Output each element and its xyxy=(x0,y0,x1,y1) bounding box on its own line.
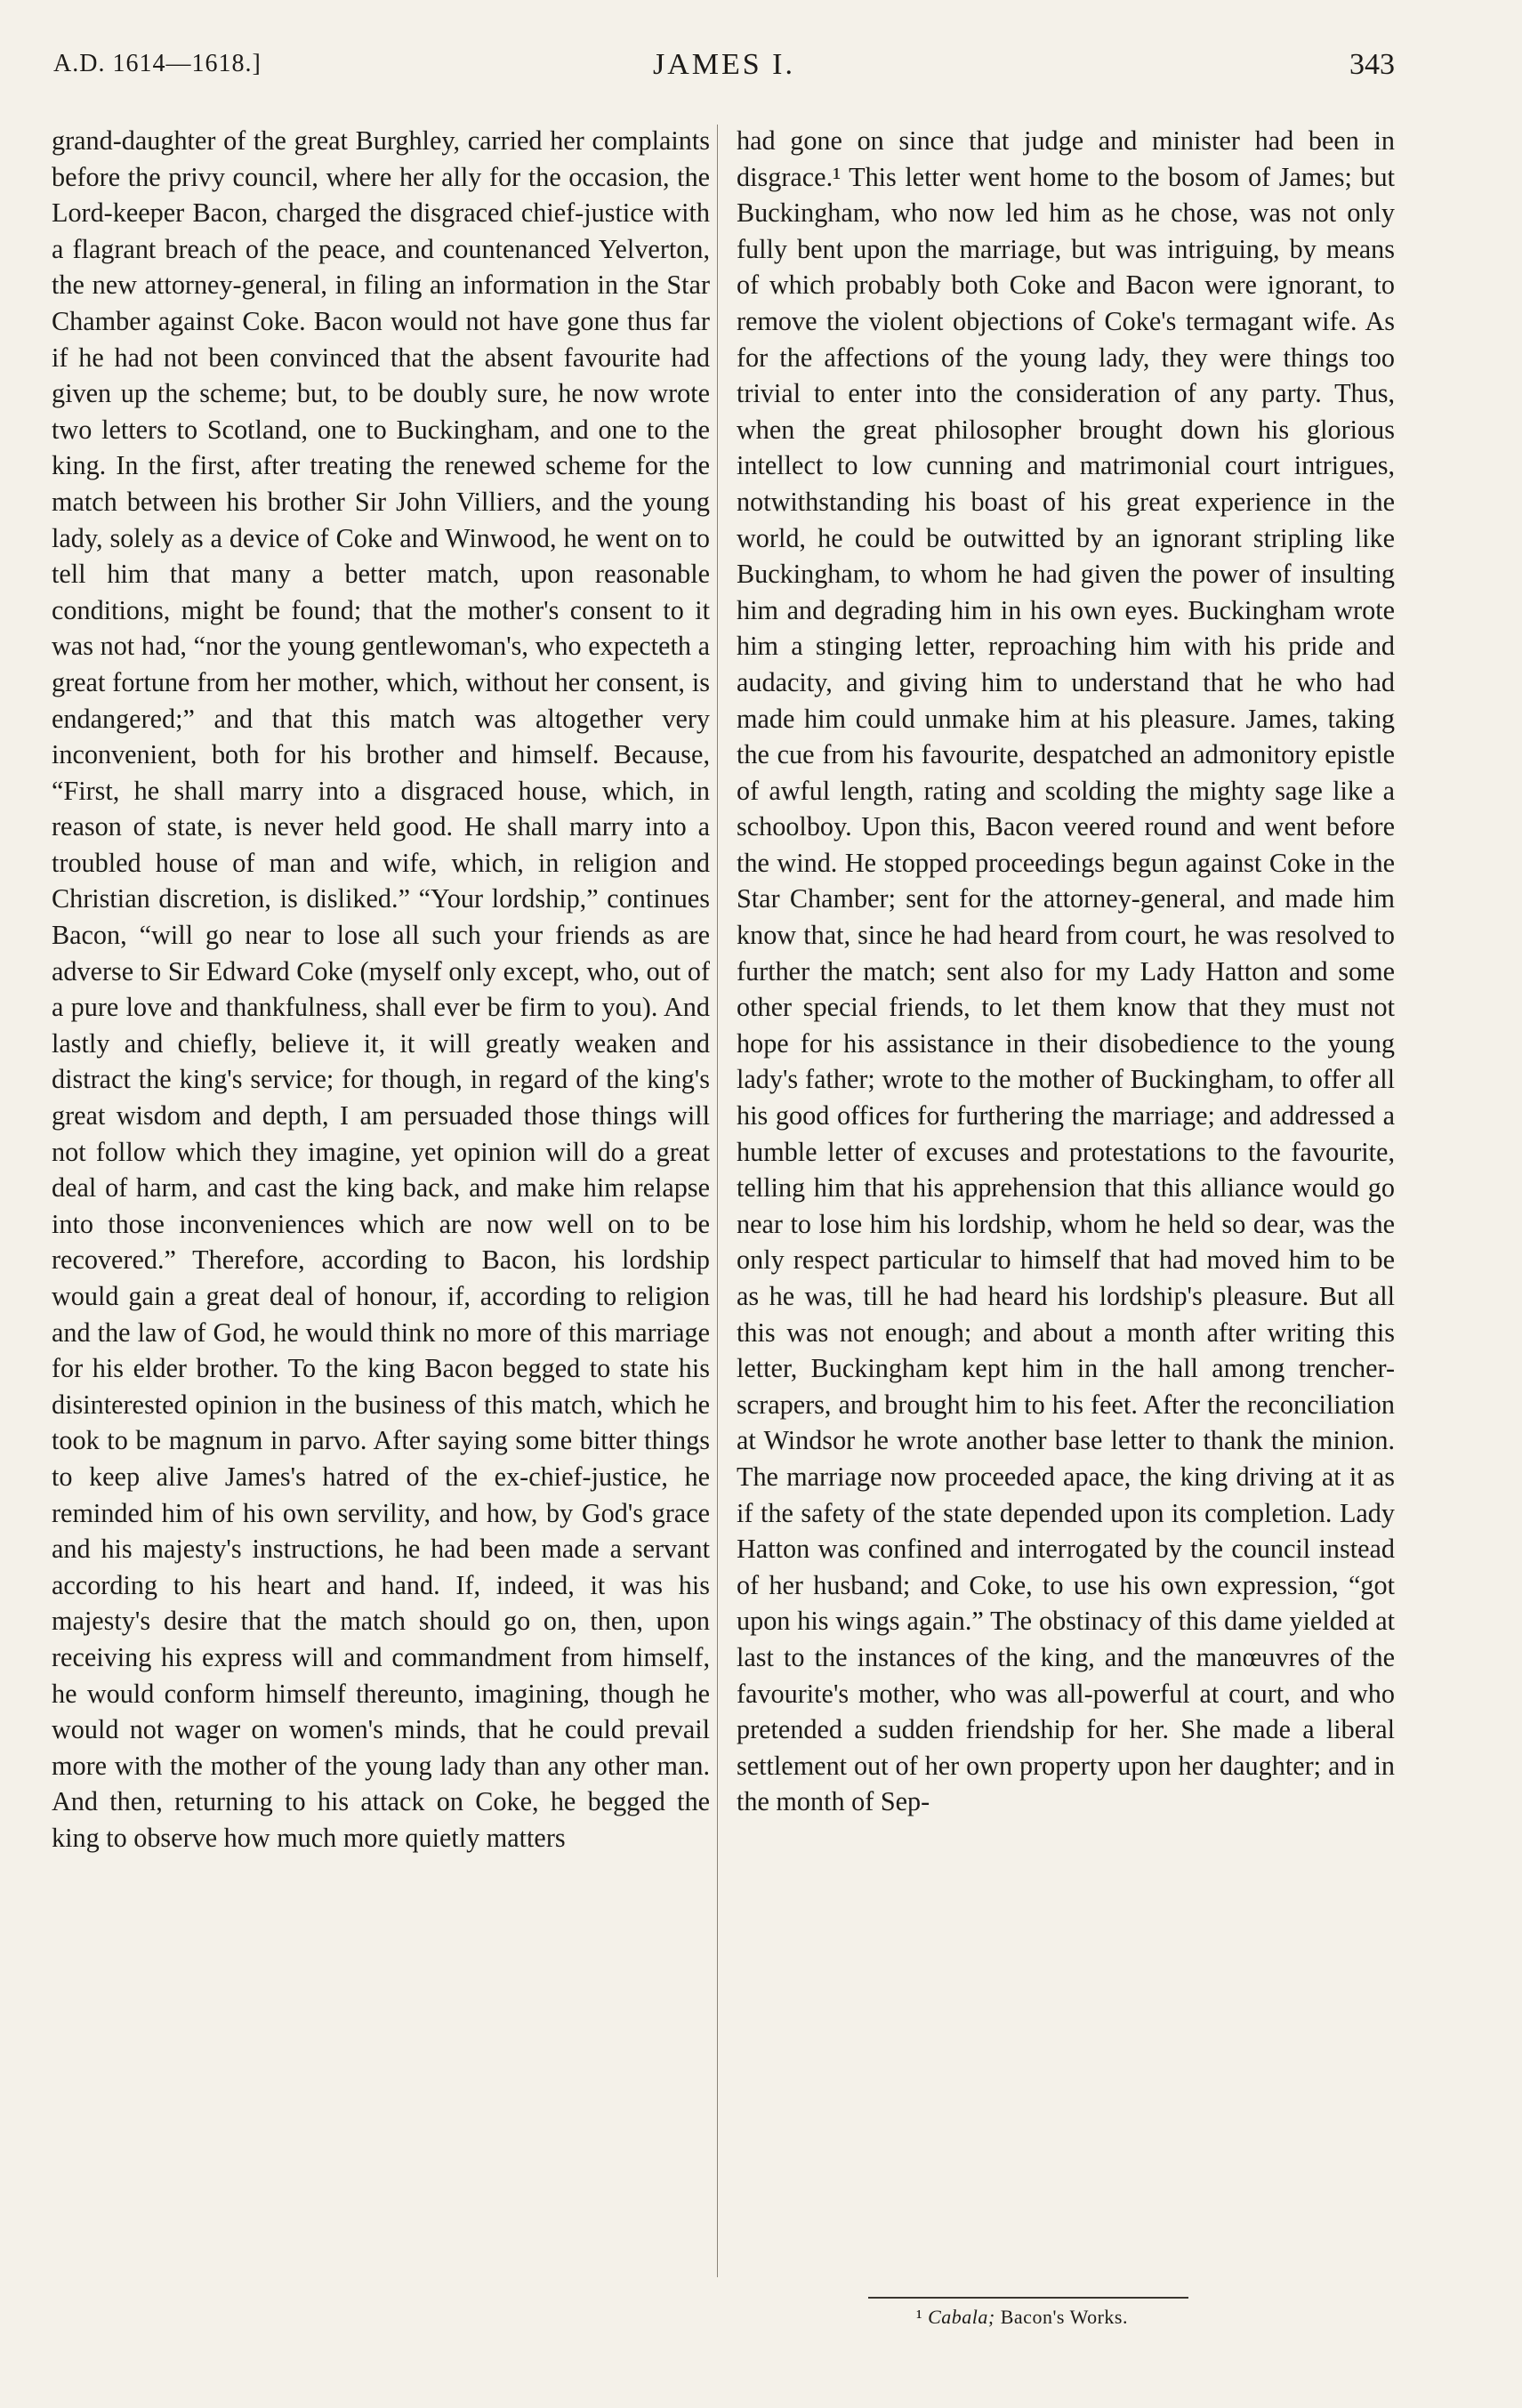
column-divider xyxy=(717,125,718,2277)
left-column-text: grand-daughter of the great Burghley, carried her complaints before the privy council, where her ally for the occasion, the Lord-keeper Bacon, charged the disgraced chief-justice with a flagrant breach of the peace, and countenanced Yelverton, the new attorney-general, in filing an information in the Star Chamber against Coke. Bacon would not have gone thus far if he had not been convinced that the absent favourite had given up the scheme; but, to be doubly sure, he now wrote two letters to Scotland, one to Buckingham, and one to the king. In the first, after treating the renewed scheme for the match between his brother Sir John Villiers, and the young lady, solely as a device of Coke and Winwood, he went on to tell him that many a better match, upon reasonable conditions, might be found; that the mother's consent to it was not had, “nor the young gentlewoman's, who expecteth a great fortune from her mother, which, without her consent, is endangered;” and that this match was altogether very inconvenient, both for his brother and himself. Because, “First, he shall marry into a disgraced house, which, in reason of state, is never held good. He shall marry into a troubled house of man and wife, which, in religion and Christian discretion, is disliked.” “Your lordship,” continues Bacon, “will go near to lose all such your friends as are adverse to Sir Edward Coke (myself only except, who, out of a pure love and thankfulness, shall ever be firm to you). And lastly and chiefly, believe it, it will greatly weaken and distract the king's service; for though, in regard of the king's great wisdom and depth, I am persuaded those things will not follow which they imagine, yet opinion will do a great deal of harm, and cast the king back, and make him relapse into those inconveniences which are now well on to be recovered.” Therefore, according to Bacon, his lordship would gain a great deal of honour, if, according to religion and the law of God, he would think no more of this marriage for his elder brother. To the king Bacon begged to state his disinterested opinion in the business of this match, which he took to be magnum in parvo. After saying some bitter things to keep alive James's hatred of the ex-chief-justice, he reminded him of his own servility, and how, by God's grace and his majesty's instructions, he had been made a servant according to his heart and hand. If, indeed, it was his majesty's desire that the match should go on, then, upon receiving his express will and commandment from himself, he would conform himself thereunto, imagining, though he would not wager on women's minds, that he could prevail more with the mother of the young lady than any other man. And then, returning to his attack on Coke, he begged the king to observe how much more quietly matters xyxy=(52,125,710,1853)
right-column xyxy=(737,123,1395,2284)
footnote xyxy=(916,2306,1128,2329)
footnote-rest: Bacon's Works. xyxy=(1000,2306,1128,2328)
date-range: A.D. 1614—1618.] xyxy=(53,50,262,77)
page-number: 343 xyxy=(1349,48,1395,81)
footnote-rule xyxy=(868,2297,1188,2299)
left-column xyxy=(52,123,710,2284)
footnote-source: Cabala; xyxy=(928,2306,995,2328)
running-header xyxy=(53,44,1395,89)
footnote-marker: ¹ xyxy=(916,2306,923,2328)
running-title: JAMES I. xyxy=(652,48,796,81)
right-column-text: had gone on since that judge and minister had been in disgrace.¹ This letter went home to the bosom of James; but Buckingham, who now led him as he chose, was not only fully bent upon the marriage, but was intriguing, by means of which probably both Coke and Bacon were ignorant, to remove the violent objections of Coke's termagant wife. As for the affections of the young lady, they were things too trivial to enter into the consideration of any party. Thus, when the great philosopher brought down his glorious intellect to low cunning and matrimonial court intrigues, notwithstanding his boast of his great experience in the world, he could be outwitted by an ignorant stripling like Buckingham, to whom he had given the power of insulting him and degrading him in his own eyes. Buckingham wrote him a stinging letter, reproaching him with his pride and audacity, and giving him to understand that he who had made him could unmake him at his pleasure. James, taking the cue from his favourite, despatched an admonitory epistle of awful length, rating and scolding the mighty sage like a schoolboy. Upon this, Bacon veered round and went before the wind. He stopped proceedings begun against Coke in the Star Chamber; sent for the attorney-general, and made him know that, since he had heard from court, he was resolved to further the match; sent also for my Lady Hatton and some other special friends, to let them know that they must not hope for his assistance in their disobedience to the young lady's father; wrote to the mother of Buckingham, to offer all his good offices for furthering the marriage; and addressed a humble letter of excuses and protestations to the favourite, telling him that his apprehension that this alliance would go near to lose him his lordship, whom he held so dear, was the only respect particular to himself that had moved him to be as he was, till he had heard his lordship's pleasure. But all this was not enough; and about a month after writing this letter, Buckingham kept him in the hall among trencher-scrapers, and brought him to his feet. After the reconciliation at Windsor he wrote another base letter to thank the minion. The marriage now proceeded apace, the king driving at it as if the safety of the state depended upon its completion. Lady Hatton was confined and interrogated by the council instead of her husband; and Coke, to use his own expression, “got upon his wings again.” The obstinacy of this dame yielded at last to the instances of the king, and the manœuvres of the favourite's mother, who was all-powerful at court, and who pretended a sudden friendship for her. She made a liberal settlement out of her own property upon her daughter; and in the month of Sep- xyxy=(737,125,1395,1817)
